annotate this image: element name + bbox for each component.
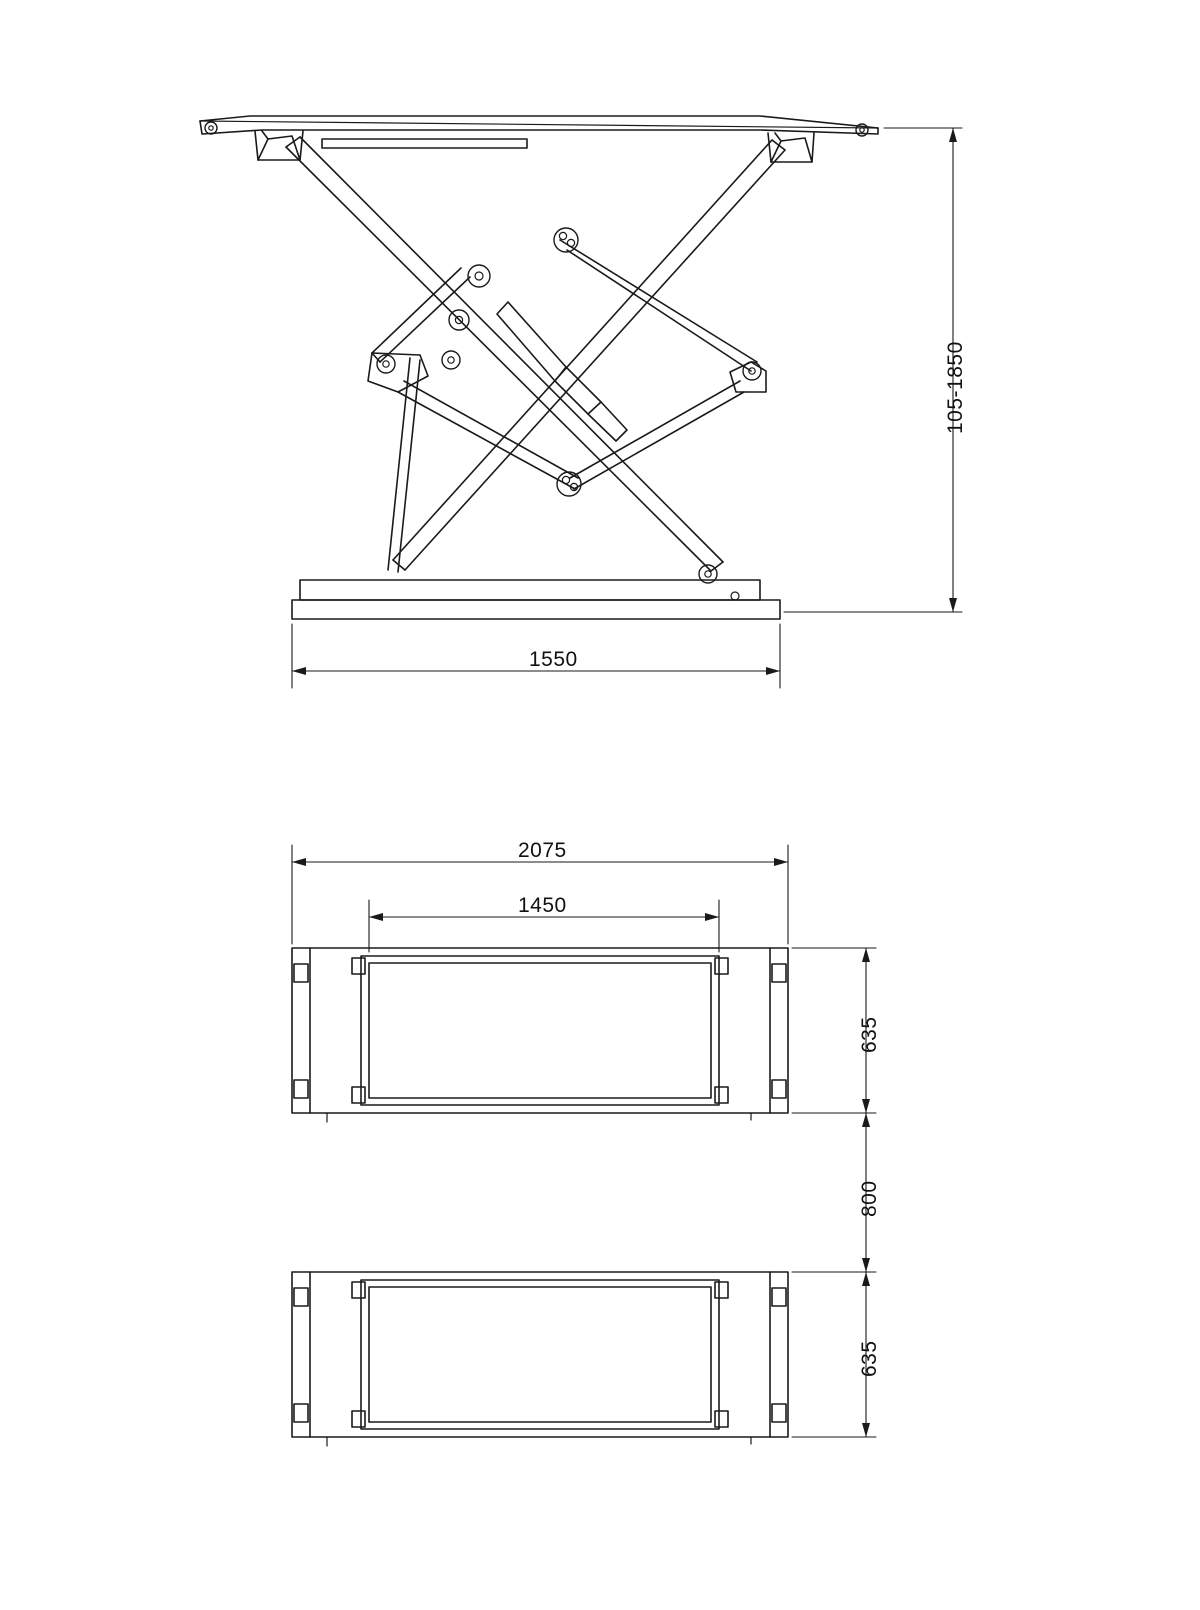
dimension-label-base-width: 1550	[529, 648, 578, 671]
scissor-arm-assembly	[286, 137, 785, 572]
dimension-label-overall-length: 2075	[518, 839, 567, 862]
dimension-label-platform-width-upper: 635	[858, 1016, 881, 1053]
plan-platform-upper	[292, 948, 788, 1122]
pivot-pins	[377, 228, 761, 583]
plan-platform-lower	[292, 1272, 788, 1446]
dimension-label-platform-width-lower: 635	[858, 1340, 881, 1377]
dimension-label-platform-length: 1450	[518, 894, 567, 917]
dimension-label-height-range: 105-1850	[944, 341, 967, 434]
dimension-height-range	[784, 128, 962, 612]
base-frame	[292, 580, 780, 619]
side-elevation-view	[200, 116, 962, 688]
dimension-label-platform-gap: 800	[858, 1180, 881, 1217]
plan-view	[292, 845, 876, 1446]
